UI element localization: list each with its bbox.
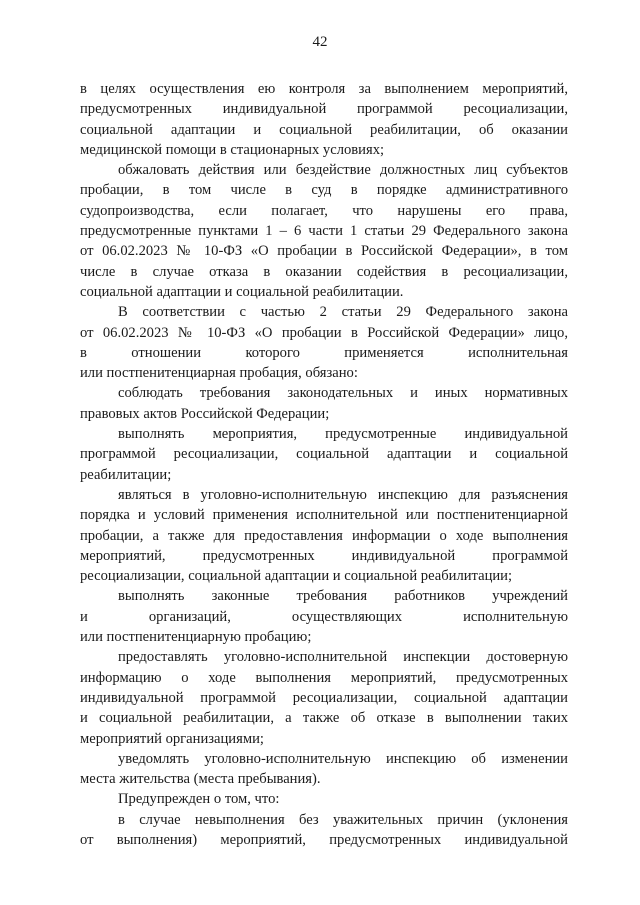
text-line: от 06.02.2023 № 10-ФЗ «О пробации в Российской Федерации» лицо, [80, 324, 568, 341]
text-line: пробации, в том числе в суд в порядке административного [80, 182, 568, 199]
text-line: пробации, а также для предоставления информации о ходе выполнения [80, 527, 568, 544]
text-line: обжаловать действия или бездействие должностных лиц субъектов [118, 162, 568, 179]
page-number: 42 [312, 34, 328, 50]
text-line: от 06.02.2023 № 10-ФЗ «О пробации в Российской Федерации», в том [80, 243, 568, 260]
text-line: и социальной реабилитации, а также об отказе в выполнении таких [80, 710, 568, 727]
text-line: уведомлять уголовно-исполнительную инспекцию об изменении [118, 750, 568, 767]
text-line: в целях осуществления ею контроля за выполнением мероприятий, [80, 81, 568, 97]
document-body [80, 79, 568, 850]
text-line: мероприятий, предусмотренных индивидуальной программой [80, 547, 568, 564]
text-line: мероприятий организациями; [80, 730, 264, 747]
text-line: или постпенитенциарную пробацию; [80, 629, 312, 646]
text-line: соблюдать требования законодательных и иных нормативных [118, 385, 568, 402]
text-line: предоставлять уголовно-исполнительной инспекции достоверную [118, 649, 568, 666]
text-line: являться в уголовно-исполнительную инспекцию для разъяснения [118, 486, 568, 503]
text-line: судопроизводства, если полагает, что нарушены его права, [80, 202, 568, 219]
text-line: или постпенитенциарная пробация, обязано: [80, 365, 358, 382]
text-line: индивидуальной программой ресоциализации, социальной адаптации [80, 689, 568, 706]
text-line: социальной адаптации и социальной реабилитации. [80, 283, 404, 300]
text-line: информацию о ходе выполнения мероприятий, предусмотренных [80, 669, 568, 686]
text-line: программой ресоциализации, социальной адаптации и социальной [80, 446, 568, 463]
text-line: реабилитации; [80, 466, 172, 483]
text-line: в случае невыполнения без уважительных причин (уклонения [118, 811, 568, 828]
text-line: предусмотренных индивидуальной программой ресоциализации, [80, 101, 568, 118]
text-line: выполнять мероприятия, предусмотренные индивидуальной [118, 426, 568, 443]
text-line: правовых актов Российской Федерации; [80, 405, 330, 422]
text-line: социальной адаптации и социальной реабилитации, об оказании [80, 121, 568, 138]
text-line: ресоциализации, социальной адаптации и социальной реабилитации; [80, 568, 513, 585]
text-line: порядка и условий применения исполнительной или постпенитенциарной [80, 507, 568, 524]
text-line: выполнять законные требования работников учреждений [118, 588, 568, 605]
text-line: от выполнения) мероприятий, предусмотренных индивидуальной [80, 831, 568, 848]
text-line: в отношении которого применяется исполнительная [80, 344, 568, 361]
text-line: медицинской помощи в стационарных условиях; [80, 141, 385, 158]
text-line: Предупрежден о том, что: [118, 791, 280, 808]
text-line: предусмотренные пунктами 1 – 6 части 1 статьи 29 Федерального закона [80, 223, 568, 240]
text-line: места жительства (места пребывания). [80, 771, 321, 788]
text-line: числе в случае отказа в оказании содействия в ресоциализации, [80, 263, 568, 280]
text-line: В соответствии с частью 2 статьи 29 Федерального закона [118, 304, 568, 321]
text-line: и организаций, осуществляющих исполнительную [80, 608, 568, 625]
